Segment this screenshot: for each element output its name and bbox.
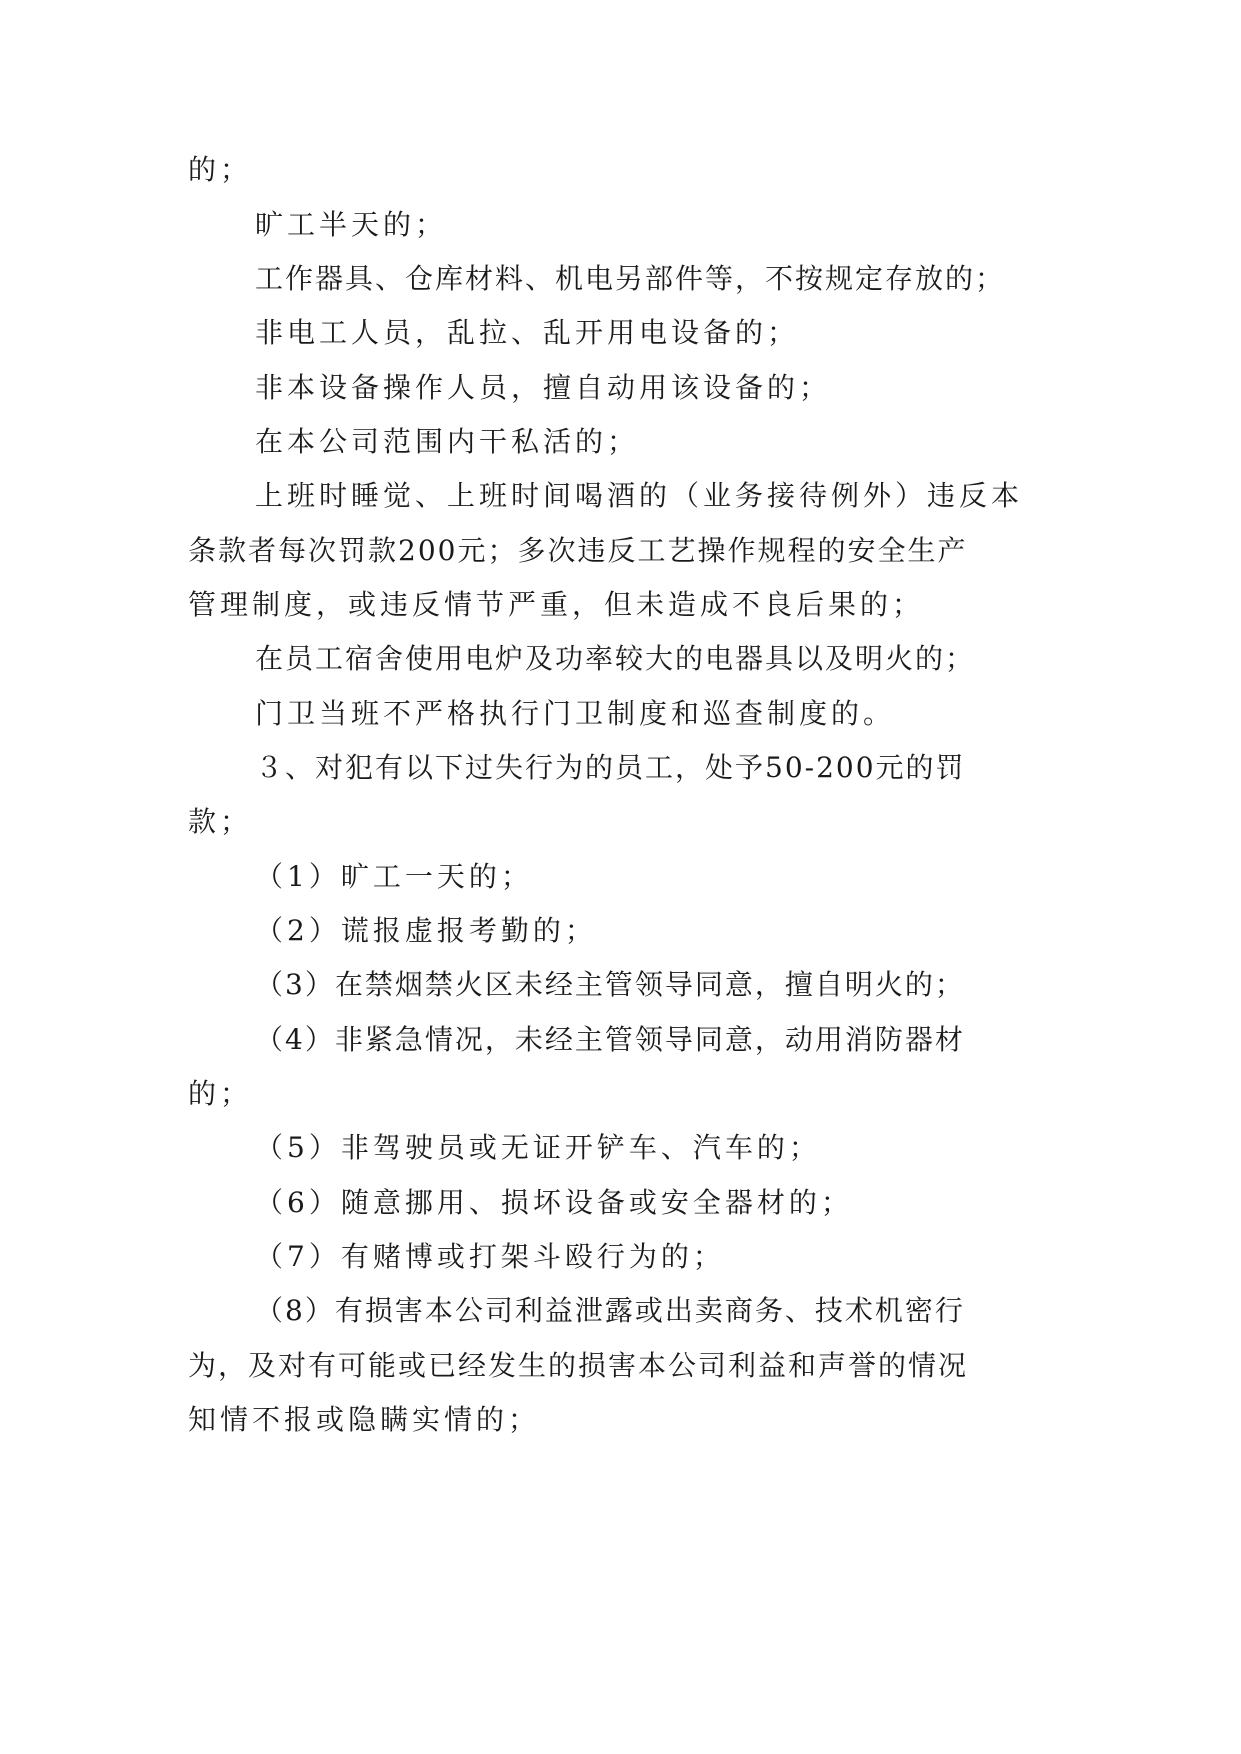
text-line: 上班时睡觉、上班时间喝酒的（业务接待例外）违反本	[255, 479, 1024, 512]
text-line: 非本设备操作人员，擅自动用该设备的；	[255, 371, 832, 404]
text-line: （4）非紧急情况，未经主管领导同意，动用消防器材	[255, 1023, 965, 1056]
text-line: 门卫当班不严格执行门卫制度和巡查制度的。	[255, 697, 896, 730]
text-line: （1）旷工一天的；	[255, 860, 533, 893]
text-line: 的；	[188, 153, 253, 186]
text-line: （7）有赌博或打架斗殴行为的；	[255, 1240, 725, 1273]
text-line: （8）有损害本公司利益泄露或出卖商务、技术机密行	[255, 1294, 965, 1327]
text-line: 非电工人员，乱拉、乱开用电设备的；	[255, 316, 800, 349]
text-line: ３、对犯有以下过失行为的员工，处予50-200元的罚	[255, 751, 966, 784]
text-line: 款；	[188, 805, 253, 838]
text-line: 条款者每次罚款200元；多次违反工艺操作规程的安全生产	[188, 534, 968, 567]
text-line: （3）在禁烟禁火区未经主管领导同意，擅自明火的；	[255, 968, 965, 1001]
text-line: （6）随意挪用、损坏设备或安全器材的；	[255, 1186, 853, 1219]
text-line: 管理制度，或违反情节严重，但未造成不良后果的；	[188, 588, 925, 621]
text-line: 旷工半天的；	[255, 208, 448, 241]
text-line: 知情不报或隐瞒实情的；	[188, 1403, 541, 1436]
text-line: 为，及对有可能或已经发生的损害本公司利益和声誉的情况	[188, 1349, 969, 1382]
text-line: （5）非驾驶员或无证开铲车、汽车的；	[255, 1131, 821, 1164]
text-line: 在员工宿舍使用电炉及功率较大的电器具以及明火的；	[255, 642, 976, 675]
text-line: （2）谎报虚报考勤的；	[255, 914, 597, 947]
text-line: 的；	[188, 1077, 253, 1110]
text-line: 在本公司范围内干私活的；	[255, 425, 640, 458]
text-line: 工作器具、仓库材料、机电另部件等，不按规定存放的；	[255, 262, 1006, 295]
